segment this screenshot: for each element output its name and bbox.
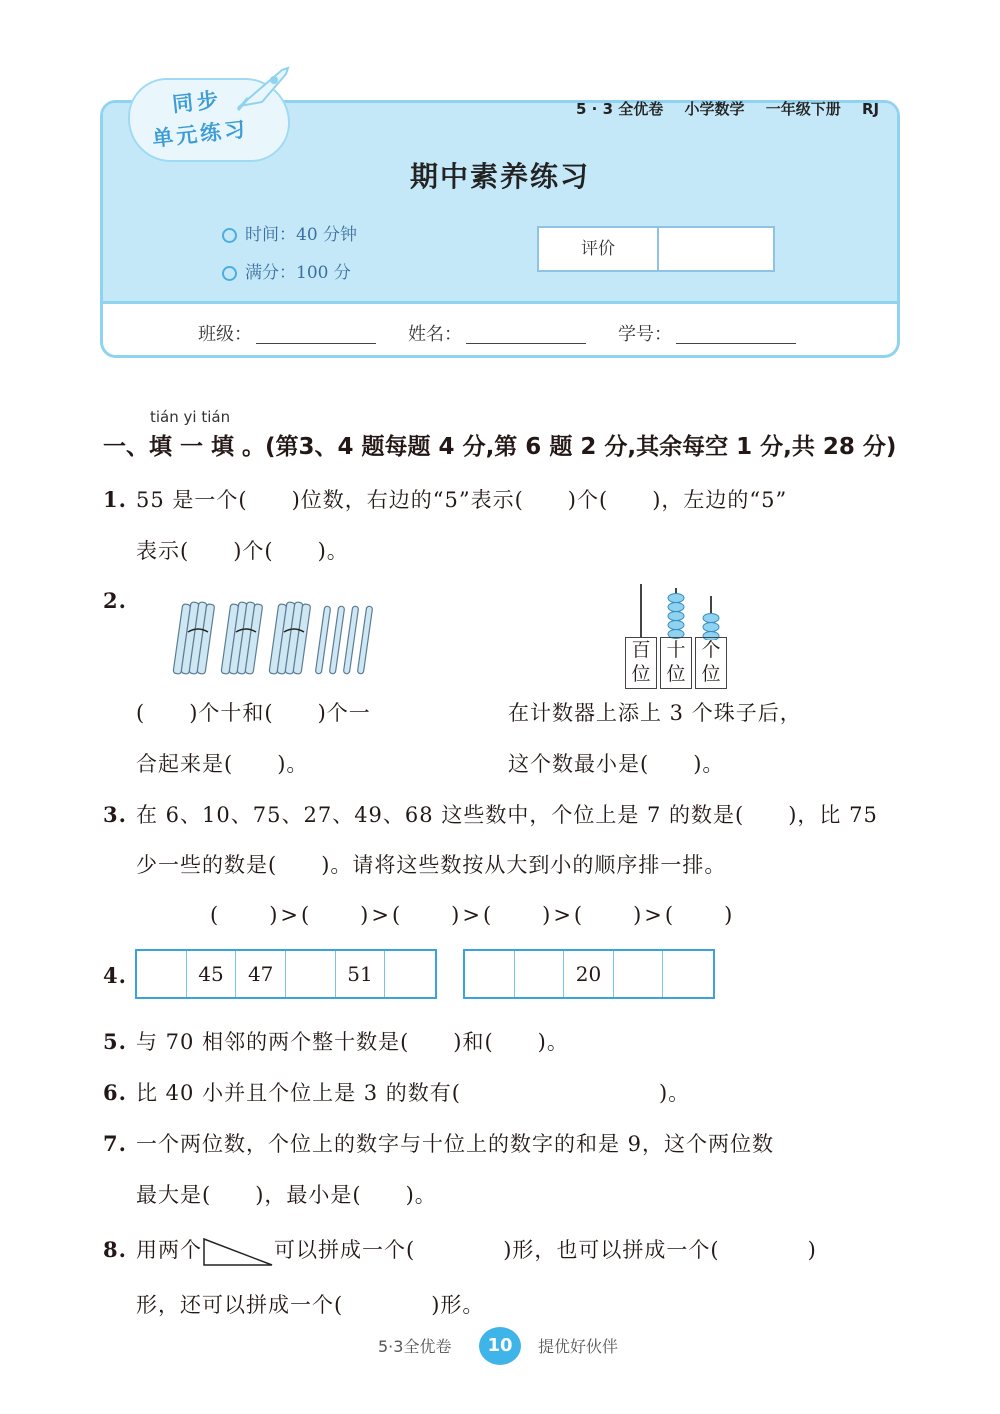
page-title: 期中素养练习: [409, 160, 590, 193]
sticks-image: [170, 598, 390, 680]
q4-box1-cell[interactable]: [137, 951, 187, 997]
score-text: 满分：100 分: [245, 263, 351, 283]
section-title: 一、填 一 填 。(第3、4 题每题 4 分,第 6 题 2 分,其余每空 1 分,共 28 分): [103, 434, 897, 460]
time-text: 时间：40 分钟: [245, 225, 358, 245]
q7-text1: 一个两位数，个位上的数字与十位上的数字的和是 9，这个两位数: [136, 1132, 775, 1156]
q3-line3: ( )>( )>( )>( )>( )>( ): [210, 903, 736, 927]
q3-number: 3.: [103, 802, 127, 827]
q6-text: 比 40 小并且个位上是 3 的数有( )。: [136, 1081, 691, 1105]
eval-label: 评价: [539, 228, 659, 270]
q7-line2: 最大是( )，最小是( )。: [136, 1183, 437, 1207]
q2-left2: 合起来是( )。: [136, 752, 309, 776]
abacus-label-tens: 十位: [660, 637, 692, 689]
q7-line1: [103, 1128, 774, 1158]
q4-box2-cell[interactable]: [663, 951, 713, 997]
q3-text1: 在 6、10、75、27、49、68 这些数中，个位上是 7 的数是( )，比 75: [136, 803, 878, 827]
id-field[interactable]: [618, 320, 796, 346]
q8-post: 可以拼成一个( )形，也可以拼成一个( ): [274, 1238, 817, 1262]
q3-line2: 少一些的数是( )。请将这些数按从大到小的顺序排一排。: [136, 853, 727, 877]
q8-number: 8.: [103, 1237, 127, 1262]
q1-number: 1.: [103, 487, 127, 512]
q2-left1: ( )个十和( )个一: [136, 701, 371, 725]
clock-icon: [222, 228, 237, 243]
badge-line2: 单元练习: [151, 116, 250, 151]
q5-text: 与 70 相邻的两个整十数是( )和( )。: [136, 1030, 569, 1054]
q8-line1: [103, 1234, 817, 1269]
q4-box2-cell[interactable]: [614, 951, 664, 997]
rocket-icon: [232, 64, 294, 112]
series-edition: RJ: [861, 100, 880, 118]
abacus-image: [624, 584, 730, 640]
badge-line1: 同步: [170, 86, 224, 117]
name-field[interactable]: [408, 320, 586, 346]
q2-num: 2.: [103, 588, 127, 613]
check-icon: [222, 266, 237, 281]
series-grade: 一年级下册: [765, 100, 841, 118]
q4-box2-cell[interactable]: [515, 951, 565, 997]
class-field[interactable]: [198, 320, 376, 346]
q8-line2: 形，还可以拼成一个( )形。: [136, 1293, 485, 1317]
id-label: 学号：: [618, 324, 672, 345]
q2-right2: 这个数最小是( )。: [508, 752, 725, 776]
q4-num: 4.: [103, 963, 127, 988]
class-line[interactable]: [256, 325, 376, 344]
id-line[interactable]: [676, 325, 796, 344]
q3-line1: [103, 799, 878, 829]
q8-pre: 用两个: [136, 1238, 202, 1262]
q4-box1-cell: 45: [187, 951, 237, 997]
series-subject: 小学数学: [684, 100, 745, 118]
q5-line: [103, 1026, 569, 1056]
name-line[interactable]: [466, 325, 586, 344]
q7-number: 7.: [103, 1131, 127, 1156]
q1-line2: 表示( )个( )。: [136, 539, 349, 563]
q1-text1: 55 是一个( )位数，右边的“5”表示( )个( )，左边的“5”: [136, 488, 788, 512]
series-brand: 5 · 3 全优卷: [576, 100, 664, 118]
q4-box2-cell: 20: [564, 951, 614, 997]
abacus-label-hundreds: 百位: [625, 637, 657, 689]
q4-box2: [463, 949, 715, 999]
series-line: [576, 98, 895, 119]
class-label: 班级：: [198, 324, 252, 345]
time-info: [222, 220, 357, 245]
q6-line: [103, 1077, 690, 1107]
footer-right: 提优好伙伴: [538, 1337, 619, 1356]
q5-number: 5.: [103, 1029, 127, 1054]
q4-box1-cell[interactable]: [385, 951, 435, 997]
footer-left: 5·3全优卷: [378, 1337, 452, 1356]
q1-line1: [103, 484, 787, 514]
stick-bundle: [173, 602, 215, 674]
right-triangle-icon: [202, 1235, 274, 1269]
q4-box1-cell[interactable]: [286, 951, 336, 997]
q6-number: 6.: [103, 1080, 127, 1105]
abacus-label-ones: 个位: [695, 637, 727, 689]
section-pinyin: tián yi tián: [150, 408, 231, 426]
q2-number: [103, 588, 136, 613]
q4-box1: [135, 949, 437, 999]
q4-box1-cell: 47: [236, 951, 286, 997]
q4-box2-cell[interactable]: [465, 951, 515, 997]
name-label: 姓名：: [408, 324, 462, 345]
eval-box: [537, 226, 775, 272]
score-info: [222, 258, 351, 283]
q2-right1: 在计数器上添上 3 个珠子后，: [508, 701, 802, 725]
q4-box1-cell: 51: [336, 951, 386, 997]
q4-number: [103, 963, 136, 988]
page-number: 10: [479, 1327, 521, 1365]
